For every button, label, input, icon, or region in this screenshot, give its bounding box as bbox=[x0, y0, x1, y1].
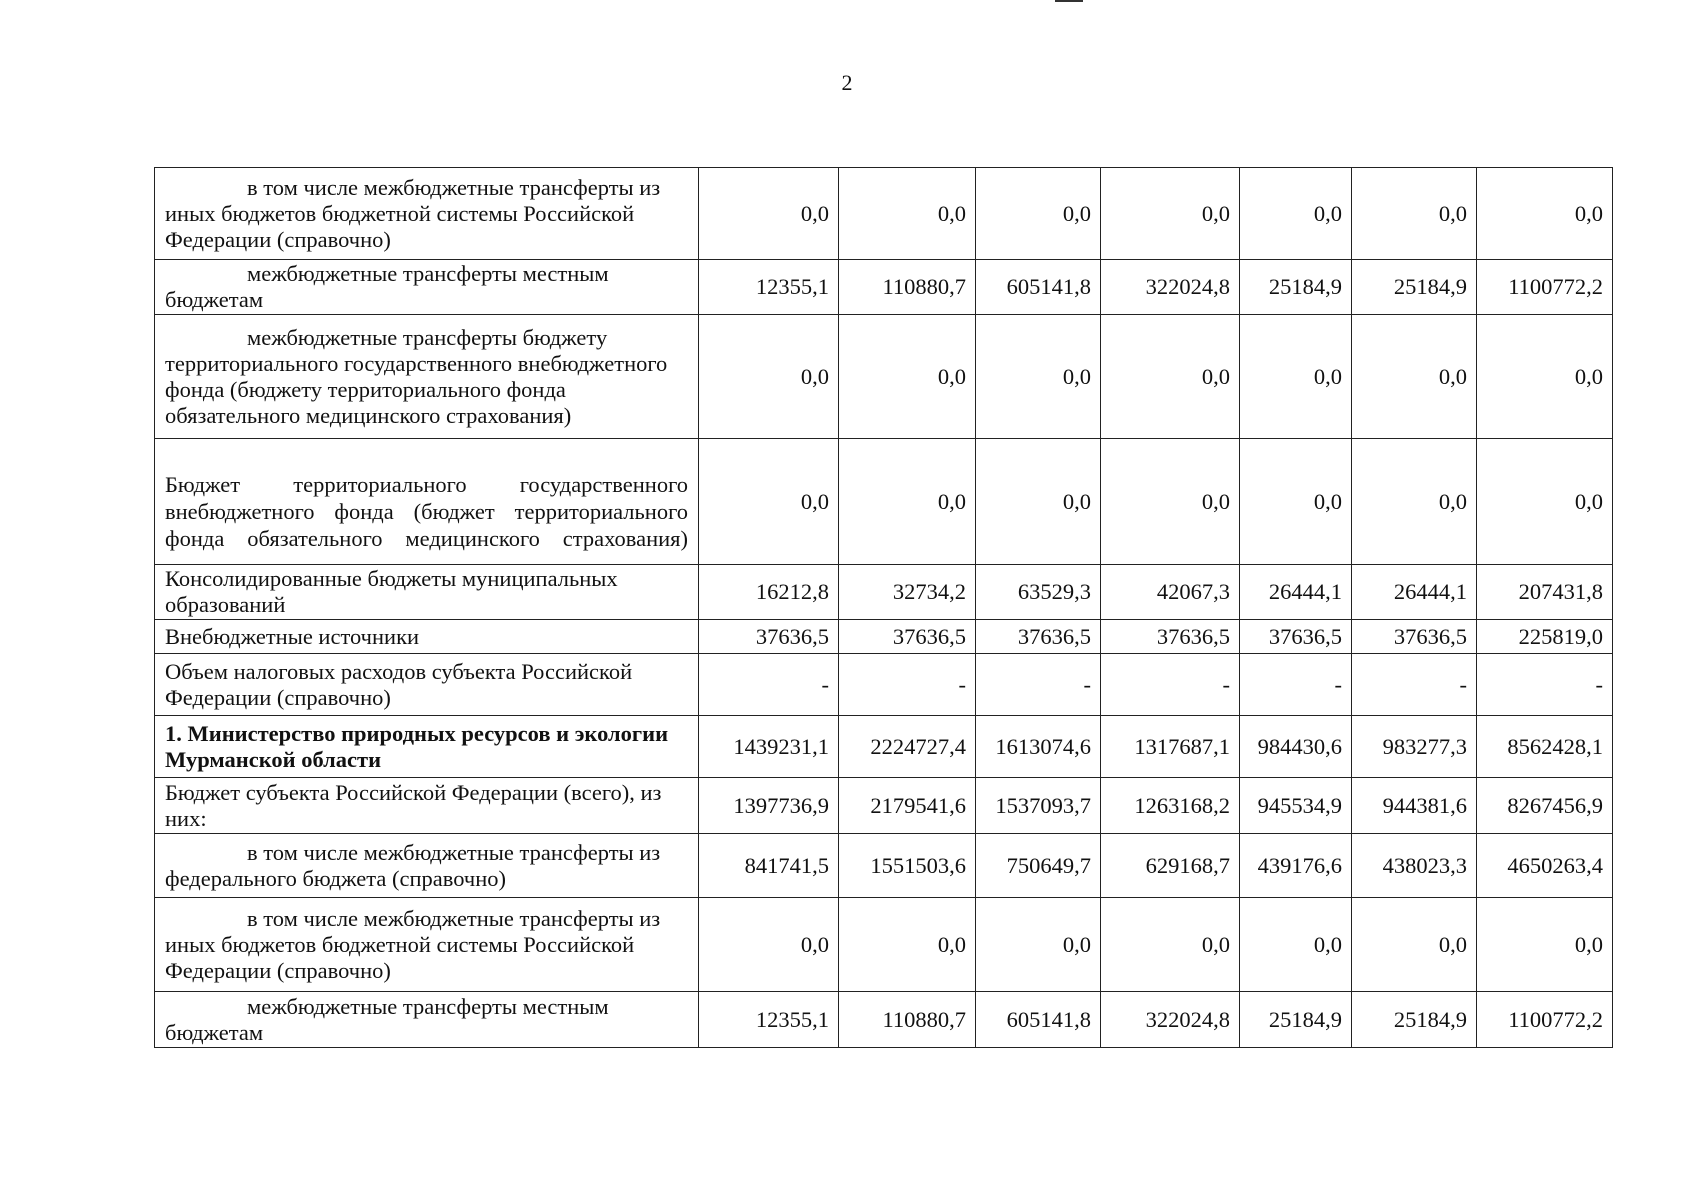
value-cell: 605141,8 bbox=[976, 260, 1101, 315]
value-cell: 8562428,1 bbox=[1477, 716, 1613, 778]
table-row bbox=[155, 565, 1613, 620]
value-cell: 0,0 bbox=[1101, 168, 1240, 260]
value-cell: 1263168,2 bbox=[1101, 778, 1240, 834]
value-cell: - bbox=[1477, 654, 1613, 716]
value-cell: 0,0 bbox=[1101, 439, 1240, 565]
value-cell: 37636,5 bbox=[1240, 620, 1352, 654]
table-row bbox=[155, 620, 1613, 654]
value-cell: 984430,6 bbox=[1240, 716, 1352, 778]
value-cell: 1397736,9 bbox=[699, 778, 839, 834]
value-cell: 0,0 bbox=[1240, 315, 1352, 439]
value-cell: 0,0 bbox=[1101, 315, 1240, 439]
value-cell: 37636,5 bbox=[1101, 620, 1240, 654]
value-cell: 110880,7 bbox=[839, 260, 976, 315]
value-cell: - bbox=[699, 654, 839, 716]
value-cell: 0,0 bbox=[699, 168, 839, 260]
value-cell: 0,0 bbox=[976, 315, 1101, 439]
row-label: в том числе межбюджетные трансферты из иных бюджетов бюджетной системы Российской Федерации (справочно) bbox=[155, 168, 699, 260]
table-row bbox=[155, 898, 1613, 992]
value-cell: 0,0 bbox=[1240, 898, 1352, 992]
value-cell: 0,0 bbox=[1352, 898, 1477, 992]
value-cell: 25184,9 bbox=[1352, 260, 1477, 315]
value-cell: 0,0 bbox=[1477, 315, 1613, 439]
value-cell: 1317687,1 bbox=[1101, 716, 1240, 778]
value-cell: 225819,0 bbox=[1477, 620, 1613, 654]
table-row bbox=[155, 315, 1613, 439]
value-cell: 0,0 bbox=[839, 315, 976, 439]
value-cell: 1537093,7 bbox=[976, 778, 1101, 834]
budget-table bbox=[154, 167, 1613, 1048]
row-label: Бюджет субъекта Российской Федерации (всего), из них: bbox=[155, 778, 699, 834]
page-number: 2 bbox=[841, 70, 853, 95]
row-label: Консолидированные бюджеты муниципальных образований bbox=[155, 565, 699, 620]
value-cell: 4650263,4 bbox=[1477, 834, 1613, 898]
value-cell: 2179541,6 bbox=[839, 778, 976, 834]
value-cell: 110880,7 bbox=[839, 992, 976, 1048]
value-cell: 750649,7 bbox=[976, 834, 1101, 898]
value-cell: 2224727,4 bbox=[839, 716, 976, 778]
row-label: Объем налоговых расходов субъекта Российской Федерации (справочно) bbox=[155, 654, 699, 716]
value-cell: 0,0 bbox=[976, 168, 1101, 260]
value-cell: 322024,8 bbox=[1101, 992, 1240, 1048]
value-cell: 0,0 bbox=[1240, 168, 1352, 260]
value-cell: 1100772,2 bbox=[1477, 260, 1613, 315]
table-row bbox=[155, 716, 1613, 778]
table-row bbox=[155, 992, 1613, 1048]
value-cell: 0,0 bbox=[839, 439, 976, 565]
value-cell: 438023,3 bbox=[1352, 834, 1477, 898]
value-cell: 25184,9 bbox=[1240, 260, 1352, 315]
value-cell: 42067,3 bbox=[1101, 565, 1240, 620]
value-cell: 16212,8 bbox=[699, 565, 839, 620]
value-cell: 37636,5 bbox=[699, 620, 839, 654]
value-cell: - bbox=[1240, 654, 1352, 716]
value-cell: 32734,2 bbox=[839, 565, 976, 620]
row-label: Внебюджетные источники bbox=[155, 620, 699, 654]
value-cell: 25184,9 bbox=[1240, 992, 1352, 1048]
table-row bbox=[155, 834, 1613, 898]
value-cell: 983277,3 bbox=[1352, 716, 1477, 778]
value-cell: 0,0 bbox=[976, 898, 1101, 992]
value-cell: 12355,1 bbox=[699, 992, 839, 1048]
value-cell: 0,0 bbox=[699, 315, 839, 439]
value-cell: 1439231,1 bbox=[699, 716, 839, 778]
value-cell: 629168,7 bbox=[1101, 834, 1240, 898]
value-cell: 0,0 bbox=[1101, 898, 1240, 992]
value-cell: 0,0 bbox=[839, 168, 976, 260]
value-cell: 0,0 bbox=[1477, 439, 1613, 565]
value-cell: 37636,5 bbox=[976, 620, 1101, 654]
value-cell: 207431,8 bbox=[1477, 565, 1613, 620]
value-cell: 26444,1 bbox=[1240, 565, 1352, 620]
top-edge-mark bbox=[1055, 0, 1083, 2]
table-row bbox=[155, 778, 1613, 834]
value-cell: 0,0 bbox=[1477, 898, 1613, 992]
value-cell: 0,0 bbox=[699, 439, 839, 565]
value-cell: - bbox=[1101, 654, 1240, 716]
value-cell: 0,0 bbox=[1477, 168, 1613, 260]
value-cell: 8267456,9 bbox=[1477, 778, 1613, 834]
value-cell: 322024,8 bbox=[1101, 260, 1240, 315]
value-cell: 0,0 bbox=[1352, 168, 1477, 260]
value-cell: 605141,8 bbox=[976, 992, 1101, 1048]
value-cell: 841741,5 bbox=[699, 834, 839, 898]
value-cell: 1100772,2 bbox=[1477, 992, 1613, 1048]
row-label: в том числе межбюджетные трансферты из федерального бюджета (справочно) bbox=[155, 834, 699, 898]
value-cell: 0,0 bbox=[839, 898, 976, 992]
value-cell: 0,0 bbox=[1352, 315, 1477, 439]
value-cell: 63529,3 bbox=[976, 565, 1101, 620]
value-cell: 0,0 bbox=[699, 898, 839, 992]
row-label: Бюджет территориального государственного внебюджетного фонда (бюджет территориального фонда обязательного медицинского страхования) bbox=[155, 439, 699, 565]
row-label: межбюджетные трансферты бюджету территориального государственного внебюджетного фонда (бюджету территориального фонда обязательного медицинского страхования) bbox=[155, 315, 699, 439]
value-cell: 12355,1 bbox=[699, 260, 839, 315]
value-cell: 944381,6 bbox=[1352, 778, 1477, 834]
value-cell: 0,0 bbox=[1240, 439, 1352, 565]
table-row bbox=[155, 654, 1613, 716]
table-row bbox=[155, 439, 1613, 565]
value-cell: 37636,5 bbox=[1352, 620, 1477, 654]
value-cell: 945534,9 bbox=[1240, 778, 1352, 834]
value-cell: 37636,5 bbox=[839, 620, 976, 654]
value-cell: 1551503,6 bbox=[839, 834, 976, 898]
table-row bbox=[155, 168, 1613, 260]
value-cell: 439176,6 bbox=[1240, 834, 1352, 898]
value-cell: 1613074,6 bbox=[976, 716, 1101, 778]
value-cell: 26444,1 bbox=[1352, 565, 1477, 620]
value-cell: 0,0 bbox=[976, 439, 1101, 565]
row-label: в том числе межбюджетные трансферты из иных бюджетов бюджетной системы Российской Федерации (справочно) bbox=[155, 898, 699, 992]
row-label: межбюджетные трансферты местным бюджетам bbox=[155, 260, 699, 315]
row-label: 1. Министерство природных ресурсов и экологии Мурманской области bbox=[155, 716, 699, 778]
value-cell: - bbox=[976, 654, 1101, 716]
row-label: межбюджетные трансферты местным бюджетам bbox=[155, 992, 699, 1048]
value-cell: - bbox=[1352, 654, 1477, 716]
value-cell: 25184,9 bbox=[1352, 992, 1477, 1048]
table-row bbox=[155, 260, 1613, 315]
value-cell: - bbox=[839, 654, 976, 716]
value-cell: 0,0 bbox=[1352, 439, 1477, 565]
